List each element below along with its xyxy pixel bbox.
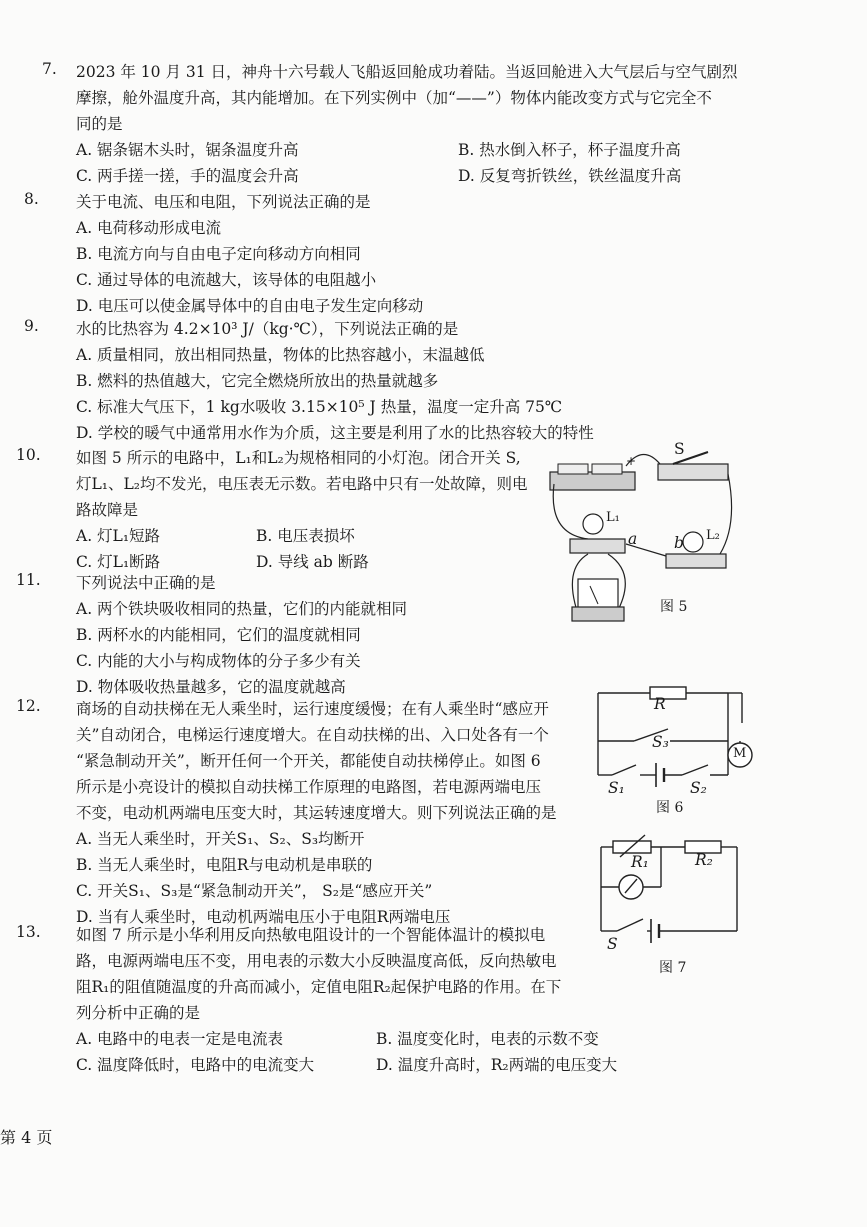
question-number: 10. [16,446,41,464]
option-c: C. 通过导体的电流越大，该导体的电阻越小 [76,271,377,289]
question-7 [44,60,824,190]
question-11 [16,571,564,696]
option-b: B. 温度变化时，电表的示数不变 [376,1030,599,1048]
question-text: 关于电流、电压和电阻，下列说法正确的是 [76,193,371,211]
figure-caption: 图 6 [656,800,684,816]
question-13 [16,923,834,1074]
option-a: A. 锯条锯木头时，锯条温度升高 [76,141,299,159]
page-number: 第 4 页 [0,1128,53,1147]
label-plus: + [626,454,637,468]
question-number: 8. [24,190,39,208]
question-10 [16,446,544,571]
question-text: 阻R₁的阻值随温度的升高而减小，定值电阻R₂起保护电路的作用。在下 [76,978,562,996]
option-c: C. 开关S₁、S₃是“紧急制动开关”， S₂是“感应开关” [76,882,433,900]
question-number: 9. [24,317,39,335]
option-d: D. 导线 ab 断路 [256,553,369,571]
question-text: 所示是小亮设计的模拟自动扶梯工作原理的电路图，若电源两端电压 [76,778,542,796]
question-number: 13. [16,923,41,941]
option-a: A. 电路中的电表一定是电流表 [76,1030,284,1048]
label-s: S [607,935,618,953]
label-a: a [628,530,638,548]
question-text: 灯L₁、L₂均不发光，电压表无示数。若电路中只有一处故障，则电 [76,475,528,493]
option-c: C. 灯L₁断路 [76,553,161,571]
option-c: C. 标准大气压下，1 kg水吸收 3.15×10⁵ J 热量，温度一定升高 75℃ [76,398,563,416]
option-d: D. 电压可以使金属导体中的自由电子发生定向移动 [76,297,424,315]
label-s3: S₃ [652,733,669,751]
option-d: D. 反复弯折铁丝，铁丝温度升高 [458,167,682,185]
label-r2: R₂ [695,851,713,869]
figure-caption: 图 7 [659,960,687,976]
question-text: 关”自动闭合，电梯运行速度增大。在自动扶梯的出、入口处各有一个 [76,726,549,744]
option-b: B. 电流方向与自由电子定向移动方向相同 [76,245,361,263]
label-l2: L₂ [706,528,720,543]
option-b: B. 热水倒入杯子，杯子温度升高 [458,141,681,159]
question-number: 7. [42,60,57,78]
option-b: B. 当无人乘坐时，电阻R与电动机是串联的 [76,856,373,874]
label-l1: L₁ [606,510,620,525]
question-text: 列分析中正确的是 [76,1004,201,1022]
option-b: B. 电压表损坏 [256,527,355,545]
option-a: A. 当无人乘坐时，开关S₁、S₂、S₃均断开 [76,830,365,848]
option-c: C. 温度降低时，电路中的电流变大 [76,1056,315,1074]
motor-icon: M [733,746,747,761]
option-b: B. 两杯水的内能相同，它们的温度就相同 [76,626,361,644]
question-text: 如图 5 所示的电路中，L₁和L₂为规格相同的小灯泡。闭合开关 S, [76,449,521,467]
label-s1: S₁ [608,779,625,797]
option-a: A. 灯L₁短路 [76,527,161,545]
question-text: 下列说法中正确的是 [76,574,216,592]
question-number: 12. [16,697,41,715]
option-d: D. 温度升高时，R₂两端的电压变大 [376,1056,618,1074]
label-s: S [674,440,685,458]
option-c: C. 内能的大小与构成物体的分子多少有关 [76,652,361,670]
question-9 [24,317,824,447]
question-text: 同的是 [76,115,123,133]
question-text: 如图 7 所示是小华利用反向热敏电阻设计的一个智能体温计的模拟电 [76,926,546,944]
figure-caption: 图 5 [660,599,688,615]
option-d: D. 当有人乘坐时，电动机两端电压小于电阻R两端电压 [76,908,451,926]
question-12 [16,697,584,927]
question-text: “紧急制动开关”，断开任何一个开关，都能使自动扶梯停止。如图 6 [76,752,541,770]
question-text: 路故障是 [76,501,139,519]
question-8 [24,190,824,320]
option-a: A. 质量相同，放出相同热量，物体的比热容越小，末温越低 [76,346,485,364]
question-number: 11. [16,571,41,589]
question-text: 2023 年 10 月 31 日，神舟十六号载人飞船返回舱成功着陆。当返回舱进入大气层后与空气剧烈 [76,63,738,81]
option-d: D. 学校的暖气中通常用水作为介质，这主要是利用了水的比热容较大的特性 [76,424,594,442]
option-b: B. 燃料的热值越大，它完全燃烧所放出的热量就越多 [76,372,439,390]
option-c: C. 两手搓一搓，手的温度会升高 [76,167,299,185]
question-text: 不变，电动机两端电压变大时，其运转速度增大。则下列说法正确的是 [76,804,557,822]
label-r1: R₁ [631,853,649,871]
question-text: 路，电源两端电压不变，用电表的示数大小反映温度高低，反向热敏电 [76,952,557,970]
option-a: A. 电荷移动形成电流 [76,219,222,237]
label-s2: S₂ [690,779,707,797]
option-a: A. 两个铁块吸收相同的热量，它们的内能就相同 [76,600,408,618]
question-text: 摩擦，舱外温度升高，其内能增加。在下列实例中（加“——”）物体内能改变方式与它完全不 [76,89,712,107]
figure-6-circuit [590,683,780,815]
figure-5-circuit-photo [548,440,743,634]
question-text: 水的比热容为 4.2×10³ J/（kg·℃），下列说法正确的是 [76,320,459,338]
question-text: 商场的自动扶梯在无人乘坐时，运行速度缓慢；在有人乘坐时“感应开 [76,700,549,718]
label-r: R [654,695,666,713]
option-d: D. 物体吸收热量越多，它的温度就越高 [76,678,346,696]
label-b: b [674,534,684,552]
